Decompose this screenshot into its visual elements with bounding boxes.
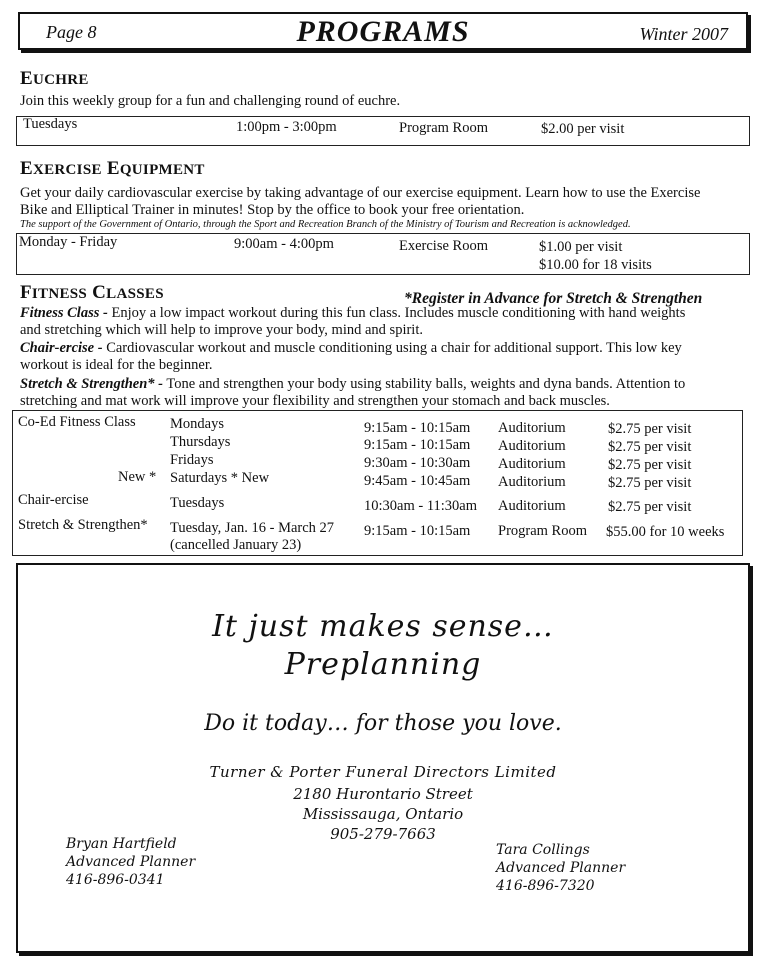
planner-left-title: Advanced Planner xyxy=(66,854,196,870)
coed-location-1: Auditorium xyxy=(498,420,566,436)
coed-label: Co-Ed Fitness Class xyxy=(18,414,136,430)
exercise-line-2: Bike and Elliptical Trainer in minutes! Stop by the office to book your free orientation. xyxy=(20,202,525,218)
chair-day: Tuesdays xyxy=(170,495,225,511)
coed-day-3: Fridays xyxy=(170,452,214,468)
chair-time: 10:30am - 11:30am xyxy=(364,498,478,514)
euchre-day: Tuesdays xyxy=(23,116,78,132)
exercise-location: Exercise Room xyxy=(399,238,488,254)
page-number: Page 8 xyxy=(46,22,97,42)
stretch-day: Tuesday, Jan. 16 - March 27 xyxy=(170,520,335,536)
euchre-price: $2.00 per visit xyxy=(541,121,625,137)
coed-price-4: $2.75 per visit xyxy=(608,475,692,491)
exercise-schedule-box xyxy=(16,233,750,275)
coed-day-2: Thursdays xyxy=(170,434,231,450)
stretch-cancel-note: (cancelled January 23) xyxy=(170,537,302,553)
preplanning-advertisement xyxy=(16,563,750,953)
exercise-title: EXERCISE EQUIPMENT xyxy=(20,158,205,179)
coed-location-3: Auditorium xyxy=(498,456,566,472)
planner-left-name: Bryan Hartfield xyxy=(66,836,177,852)
exercise-day: Monday - Friday xyxy=(19,234,118,250)
coed-location-4: Auditorium xyxy=(498,474,566,490)
ad-company: Turner & Porter Funeral Directors Limited xyxy=(209,763,557,781)
stretch-description: Stretch & Strengthen* - Tone and strengthen your body using stability balls, weights and dyna bands. Attention to stretching and mat work will improve your flexibility and strengthen your stomach and back muscles. xyxy=(20,376,686,409)
planner-right-phone: 416-896-7320 xyxy=(496,878,595,894)
coed-time-2: 9:15am - 10:15am xyxy=(364,437,471,453)
new-label: New * xyxy=(118,469,157,485)
coed-price-1: $2.75 per visit xyxy=(608,421,692,437)
euchre-time: 1:00pm - 3:00pm xyxy=(236,119,337,135)
stretch-label: Stretch & Strengthen* xyxy=(18,517,148,533)
exercise-line-1: Get your daily cardiovascular exercise by taking advantage of our exercise equipment. Learn how to use the Exercise xyxy=(20,185,701,201)
page-header xyxy=(18,12,748,50)
planner-left xyxy=(66,835,195,889)
coed-time-4: 9:45am - 10:45am xyxy=(364,473,471,489)
coed-day-1: Mondays xyxy=(170,416,224,432)
chair-ercise-description: Chair-ercise - Cardiovascular workout and muscle conditioning using a chair for additional support. This low key workout is ideal for the beginner. xyxy=(20,340,682,373)
chair-location: Auditorium xyxy=(498,498,566,514)
ad-headline-2: Preplanning xyxy=(284,647,482,682)
fitness-title: FITNESS CLASSES xyxy=(20,282,164,303)
planner-left-phone: 416-896-0341 xyxy=(66,872,165,888)
exercise-price-visit: $1.00 per visit xyxy=(539,239,623,255)
euchre-location: Program Room xyxy=(399,120,489,136)
exercise-time: 9:00am - 4:00pm xyxy=(234,236,334,252)
coed-price-2: $2.75 per visit xyxy=(608,439,692,455)
coed-time-3: 9:30am - 10:30am xyxy=(364,455,471,471)
planner-right-title: Advanced Planner xyxy=(496,860,626,876)
coed-time-1: 9:15am - 10:15am xyxy=(364,420,471,436)
euchre-description: Join this weekly group for a fun and challenging round of euchre. xyxy=(20,93,401,109)
fitness-class-description: Fitness Class - Enjoy a low impact workout during this fun class. Includes muscle conditioning with hand weights and stretching which will help to improve your body, mind and spirit. xyxy=(20,305,686,338)
euchre-schedule-box xyxy=(16,116,750,146)
planner-right-name: Tara Collings xyxy=(496,842,590,858)
stretch-time: 9:15am - 10:15am xyxy=(364,523,471,539)
stretch-location: Program Room xyxy=(498,523,588,539)
euchre-title: EUCHRE xyxy=(20,68,89,89)
planner-right xyxy=(496,841,625,895)
coed-location-2: Auditorium xyxy=(498,438,566,454)
season-label: Winter 2007 xyxy=(639,24,728,44)
chair-price: $2.75 per visit xyxy=(608,499,692,515)
fitness-schedule-box xyxy=(12,410,743,556)
government-acknowledgement: The support of the Government of Ontario, through the Sport and Recreation Branch of the Ministry of Tourism and Recreation is acknowledged. xyxy=(20,219,631,230)
register-note: *Register in Advance for Stretch & Strengthen xyxy=(404,290,703,307)
ad-headline-1: It just makes sense… xyxy=(212,609,554,644)
ad-phone: 905-279-7663 xyxy=(330,825,436,843)
coed-price-3: $2.75 per visit xyxy=(608,457,692,473)
page-title: PROGRAMS xyxy=(296,15,470,48)
ad-street: 2180 Hurontario Street xyxy=(293,785,473,803)
stretch-price: $55.00 for 10 weeks xyxy=(606,524,725,540)
exercise-price-pass: $10.00 for 18 visits xyxy=(539,257,652,273)
ad-tagline: Do it today… for those you love. xyxy=(204,711,562,736)
ad-city: Mississauga, Ontario xyxy=(302,805,464,823)
chair-label: Chair-ercise xyxy=(18,492,89,508)
coed-day-4: Saturdays * New xyxy=(170,470,270,486)
